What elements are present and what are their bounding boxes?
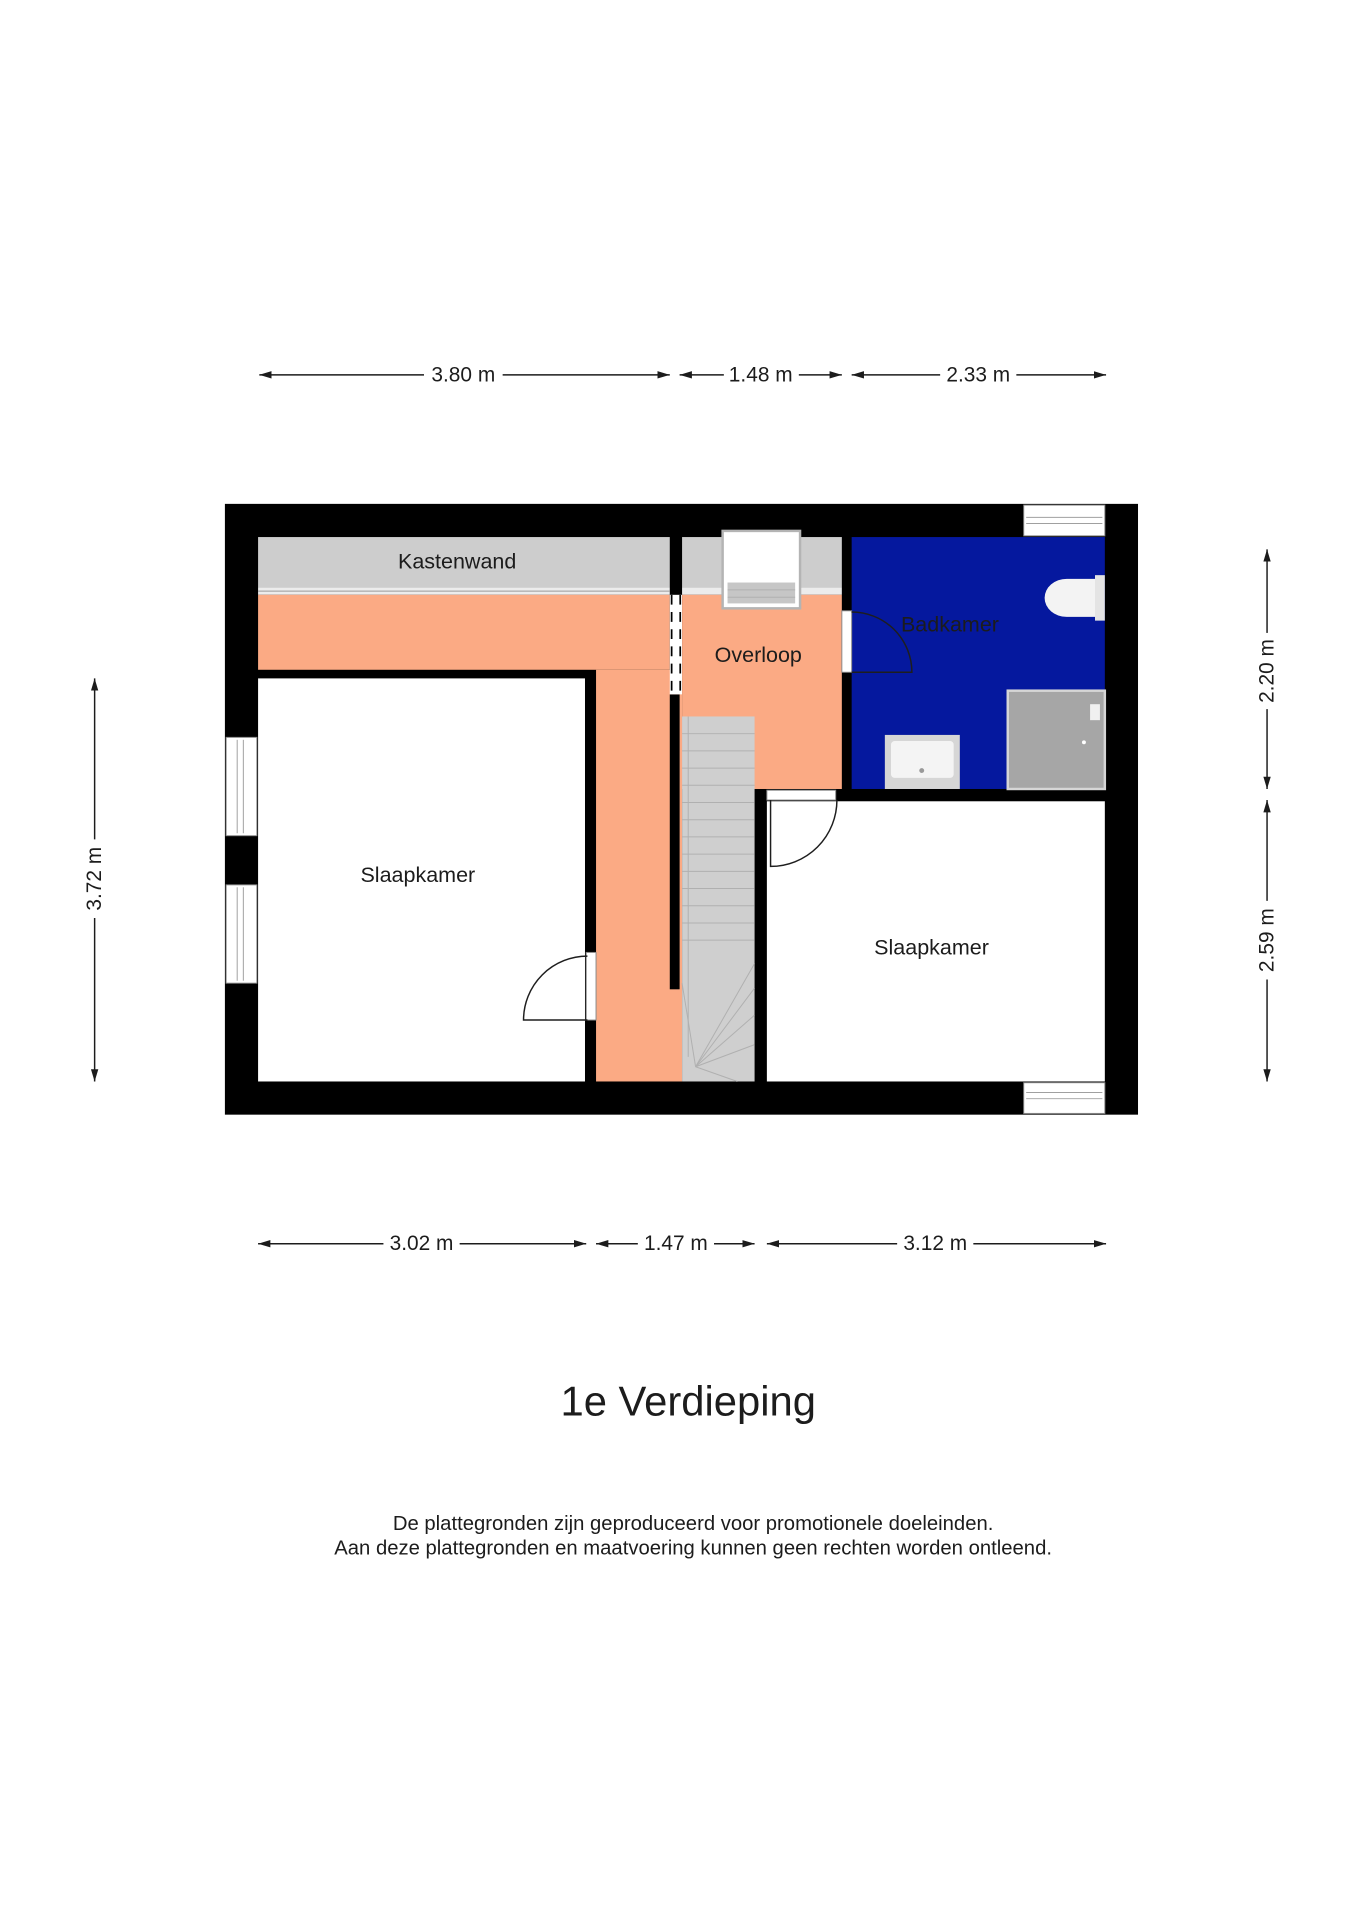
shower-drain (1082, 740, 1086, 744)
hallway-vertical (596, 670, 682, 1082)
floor-title: 1e Verdieping (560, 1377, 816, 1425)
dimension-right-2 (1256, 800, 1279, 1081)
dimension-label: 1.48 m (728, 363, 793, 387)
slaapkamer-right-door-frame (767, 790, 836, 800)
dimension-label: 2.33 m (946, 363, 1011, 387)
room-label-badkamer: Badkamer (900, 612, 999, 637)
staircase (682, 716, 755, 1081)
badkamer-door-frame (842, 611, 852, 672)
room-label-kastenwand: Kastenwand (398, 549, 517, 574)
window-top-right (1024, 505, 1105, 536)
hallway-horizontal (258, 595, 670, 670)
disclaimer-line-2: Aan deze plattegronden en maatvoering kunnen geen rechten worden ontleend. (334, 1537, 1052, 1560)
dimensions-top (259, 363, 1106, 386)
disclaimer-line-1: De plattegronden zijn geproduceerd voor promotionele doeleinden. (392, 1512, 994, 1535)
dimension-label: 3.02 m (389, 1232, 454, 1256)
dimension-top-1 (259, 363, 669, 386)
hallway-opening (670, 595, 682, 695)
shower (1008, 691, 1105, 789)
slaapkamer-left-door-frame (586, 952, 596, 1020)
window-frame (1024, 505, 1105, 536)
dimension-left (83, 678, 106, 1081)
room-label-slaapkamer-right: Slaapkamer (874, 935, 989, 960)
dimension-label: 2.20 m (1255, 639, 1279, 703)
floor-plan (225, 504, 1138, 1115)
dimension-bottom-2 (596, 1232, 755, 1255)
dimension-bottom-1 (258, 1232, 586, 1255)
dimension-bottom-3 (767, 1232, 1106, 1255)
dimension-top-3 (852, 363, 1106, 386)
room-label-overloop: Overloop (714, 643, 802, 668)
attic-ladder (728, 583, 796, 604)
window-left-2 (226, 885, 257, 983)
dimension-label: 3.80 m (431, 363, 496, 387)
dimension-right-1 (1256, 549, 1279, 789)
shower-head (1090, 704, 1100, 720)
window-frame (226, 737, 257, 835)
room-label-slaapkamer-left: Slaapkamer (360, 863, 476, 888)
dimensions-bottom (258, 1232, 1106, 1255)
dimension-label: 3.72 m (83, 846, 107, 911)
attic-hatch (723, 531, 800, 608)
window-left-1 (226, 737, 257, 835)
sink-drain (919, 768, 924, 773)
window-frame (1024, 1083, 1105, 1114)
dimension-label: 3.12 m (903, 1232, 968, 1256)
toilet-tank (1095, 575, 1105, 620)
window-frame (226, 885, 257, 983)
stair-wall (670, 694, 680, 989)
window-bottom-right (1024, 1083, 1105, 1114)
dimension-label: 2.59 m (1255, 908, 1279, 973)
dimensions-right (1256, 549, 1279, 1081)
dimension-top-2 (680, 363, 842, 386)
toilet-bowl (1045, 579, 1095, 617)
sink (885, 735, 960, 789)
dimension-label: 1.47 m (644, 1232, 708, 1256)
